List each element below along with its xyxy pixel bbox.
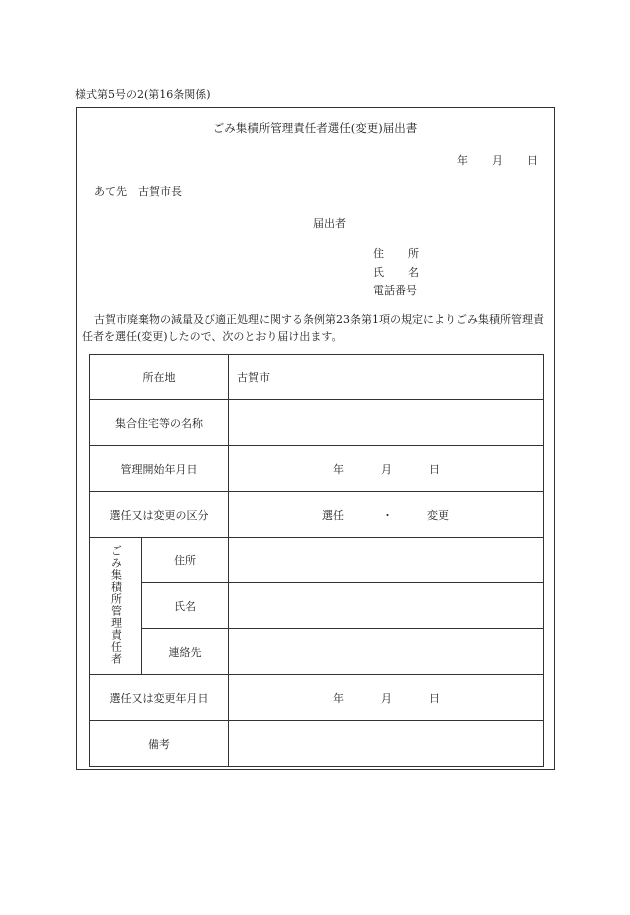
table-row xyxy=(90,446,544,492)
manager-name-label: 氏名 xyxy=(142,583,229,629)
change-date-day: 日 xyxy=(429,691,440,705)
division-separator: ・ xyxy=(382,508,393,522)
table-row xyxy=(90,721,544,767)
table-row xyxy=(90,538,544,583)
date-year-label: 年 xyxy=(457,154,468,167)
table-row xyxy=(90,675,544,721)
manager-contact-field[interactable] xyxy=(229,629,544,675)
division-option-appoint[interactable]: 選任 xyxy=(322,508,344,522)
notifier-phone-label: 電話番号 xyxy=(373,284,417,297)
notifier-name-label-2: 名 xyxy=(408,266,419,279)
manager-group-label xyxy=(90,538,142,675)
start-date-field[interactable] xyxy=(229,446,544,492)
manager-name-field[interactable] xyxy=(229,583,544,629)
table-row xyxy=(90,400,544,446)
form-title: ごみ集積所管理責任者選任(変更)届出書 xyxy=(212,121,418,135)
manager-address-label: 住所 xyxy=(142,538,229,583)
form-number: 様式第5号の2(第16条関係) xyxy=(75,88,211,101)
table-row xyxy=(90,355,544,400)
addressee: あて先 古賀市長 xyxy=(94,185,182,198)
body-text: 古賀市廃棄物の減量及び適正処理に関する条例第23条第1項の規定によりごみ集積所管理責任者を選任(変更)したので、次のとおり届け出ます。 xyxy=(82,313,544,343)
start-date-day: 日 xyxy=(429,462,440,476)
division-field[interactable] xyxy=(229,492,544,538)
notifier-address-label-1: 住 xyxy=(373,247,384,260)
table-row xyxy=(90,492,544,538)
notification-table xyxy=(89,354,544,767)
division-label: 選任又は変更の区分 xyxy=(90,492,229,538)
manager-address-field[interactable] xyxy=(229,538,544,583)
building-name-field[interactable] xyxy=(229,400,544,446)
manager-group-text: ごみ集積所管理責任者 xyxy=(109,544,123,665)
table-row xyxy=(90,583,544,629)
notifier-label: 届出者 xyxy=(313,217,346,230)
date-day-label: 日 xyxy=(527,154,538,167)
location-label: 所在地 xyxy=(90,355,229,400)
notifier-name-label-1: 氏 xyxy=(373,266,384,279)
start-date-month: 月 xyxy=(381,462,392,476)
notifier-address-label-2: 所 xyxy=(408,247,419,260)
remarks-field[interactable] xyxy=(229,721,544,767)
change-date-year: 年 xyxy=(333,691,344,705)
date-month-label: 月 xyxy=(492,154,503,167)
change-date-month: 月 xyxy=(381,691,392,705)
building-name-label: 集合住宅等の名称 xyxy=(90,400,229,446)
start-date-year: 年 xyxy=(333,462,344,476)
change-date-field[interactable] xyxy=(229,675,544,721)
table-row xyxy=(90,629,544,675)
change-date-label: 選任又は変更年月日 xyxy=(90,675,229,721)
division-option-change[interactable]: 変更 xyxy=(427,508,449,522)
start-date-label: 管理開始年月日 xyxy=(90,446,229,492)
manager-contact-label: 連絡先 xyxy=(142,629,229,675)
location-field[interactable]: 古賀市 xyxy=(229,355,544,400)
remarks-label: 備考 xyxy=(90,721,229,767)
